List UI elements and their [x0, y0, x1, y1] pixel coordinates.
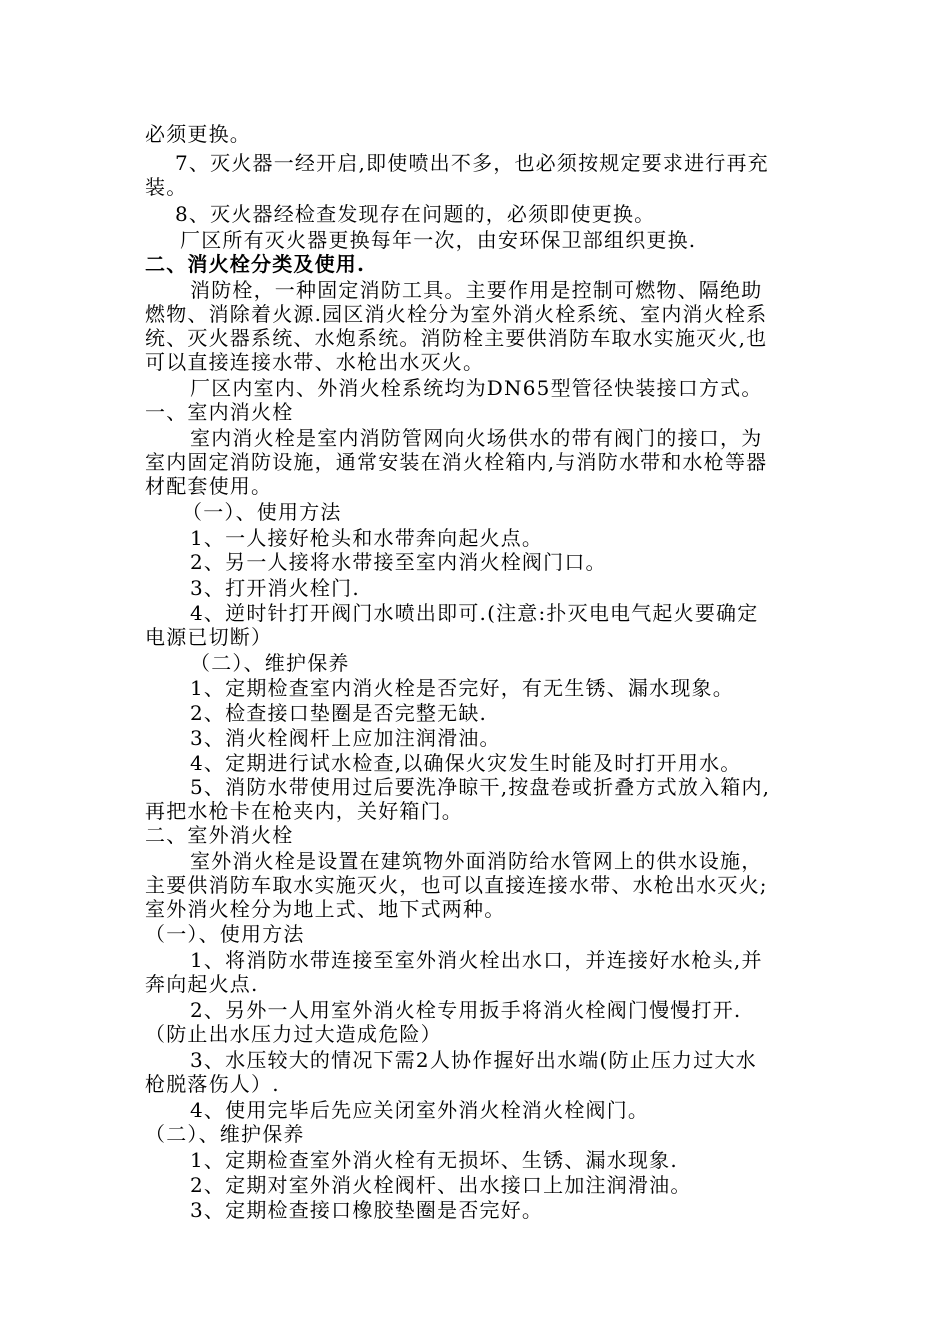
text-line: 室外消火栓是设置在建筑物外面消防给水管网上的供水设施，	[190, 849, 763, 873]
text-line: 统、灭火器系统、水炮系统。消防栓主要供消防车取水实施灭火,也	[145, 326, 768, 350]
list-item: 3、定期检查接口橡胶垫圈是否完好。	[190, 1198, 544, 1222]
subsection-heading: （一）、使用方法	[145, 922, 305, 946]
text-line: （防止出水压力过大造成危险）	[145, 1022, 442, 1046]
subsection-heading: （二）、维护保养	[145, 1122, 305, 1146]
list-item: 2、定期对室外消火栓阀杆、出水接口上加注润滑油。	[190, 1173, 692, 1197]
list-item: 3、消火栓阀杆上应加注润滑油。	[190, 726, 501, 750]
text-line: 燃物、消除着火源.园区消火栓分为室外消火栓系统、室内消火栓系	[145, 302, 768, 326]
subsection-heading: （二）、维护保养	[190, 651, 350, 675]
text-line: 可以直接连接水带、水枪出水灭火。	[145, 350, 485, 374]
list-item: 4、使用完毕后先应关闭室外消火栓消火栓阀门。	[190, 1098, 650, 1122]
text-line: 消防栓，一种固定消防工具。主要作用是控制可燃物、隔绝助	[190, 278, 763, 302]
text-line: 主要供消防车取水实施灭火，也可以直接连接水带、水枪出水灭火;	[145, 873, 768, 897]
subsection-heading: （一）、使用方法	[182, 500, 342, 524]
text-line: 厂区内室内、外消火栓系统均为DN65型管径快装接口方式。	[190, 376, 763, 400]
list-item: 4、定期进行试水检查,以确保火灾发生时能及时打开用水。	[190, 751, 742, 775]
list-item: 3、水压较大的情况下需2人协作握好出水端(防止压力过大水	[190, 1048, 757, 1072]
subsection-heading: 一、室内消火栓	[145, 400, 294, 424]
text-line: 奔向起火点.	[145, 972, 259, 996]
section-heading: 二、消火栓分类及使用.	[145, 252, 366, 276]
list-item: 2、另外一人用室外消火栓专用扳手将消火栓阀门慢慢打开.	[190, 998, 742, 1022]
text-line: 装。	[145, 175, 188, 199]
text-line: 再把水枪卡在枪夹内，关好箱门。	[145, 799, 463, 823]
text-line: 枪脱落伤人）.	[145, 1072, 280, 1096]
text-line: 8、灭火器经检查发现存在问题的，必须即使更换。	[175, 202, 656, 226]
list-item: 2、检查接口垫圈是否完整无缺.	[190, 701, 488, 725]
list-item: 1、一人接好枪头和水带奔向起火点。	[190, 526, 544, 550]
text-line: 厂区所有灭火器更换每年一次，由安环保卫部组织更换.	[180, 228, 697, 252]
list-item: 1、定期检查室外消火栓有无损坏、生锈、漏水现象.	[190, 1148, 678, 1172]
text-line: 室内固定消防设施，通常安装在消火栓箱内,与消防水带和水枪等器	[145, 450, 768, 474]
list-item: 2、另一人接将水带接至室内消火栓阀门口。	[190, 550, 607, 574]
list-item: 4、逆时针打开阀门水喷出即可.(注意:扑灭电电气起火要确定	[190, 601, 759, 625]
text-line: 电源已切断）	[145, 625, 273, 649]
text-line: 7、灭火器一经开启,即使喷出不多，也必须按规定要求进行再充	[175, 151, 769, 175]
list-item: 1、定期检查室内消火栓是否完好，有无生锈、漏水现象。	[190, 676, 734, 700]
list-item: 1、将消防水带连接至室外消火栓出水口，并连接好水枪头,并	[190, 948, 763, 972]
subsection-heading: 二、室外消火栓	[145, 823, 294, 847]
text-line: 必须更换。	[145, 122, 251, 146]
list-item: 5、消防水带使用过后要洗净晾干,按盘卷或折叠方式放入箱内,	[190, 775, 771, 799]
list-item: 3、打开消火栓门.	[190, 576, 360, 600]
text-line: 室外消火栓分为地上式、地下式两种。	[145, 897, 506, 921]
text-line: 材配套使用。	[145, 474, 273, 498]
text-line: 室内消火栓是室内消防管网向火场供水的带有阀门的接口，为	[190, 426, 763, 450]
